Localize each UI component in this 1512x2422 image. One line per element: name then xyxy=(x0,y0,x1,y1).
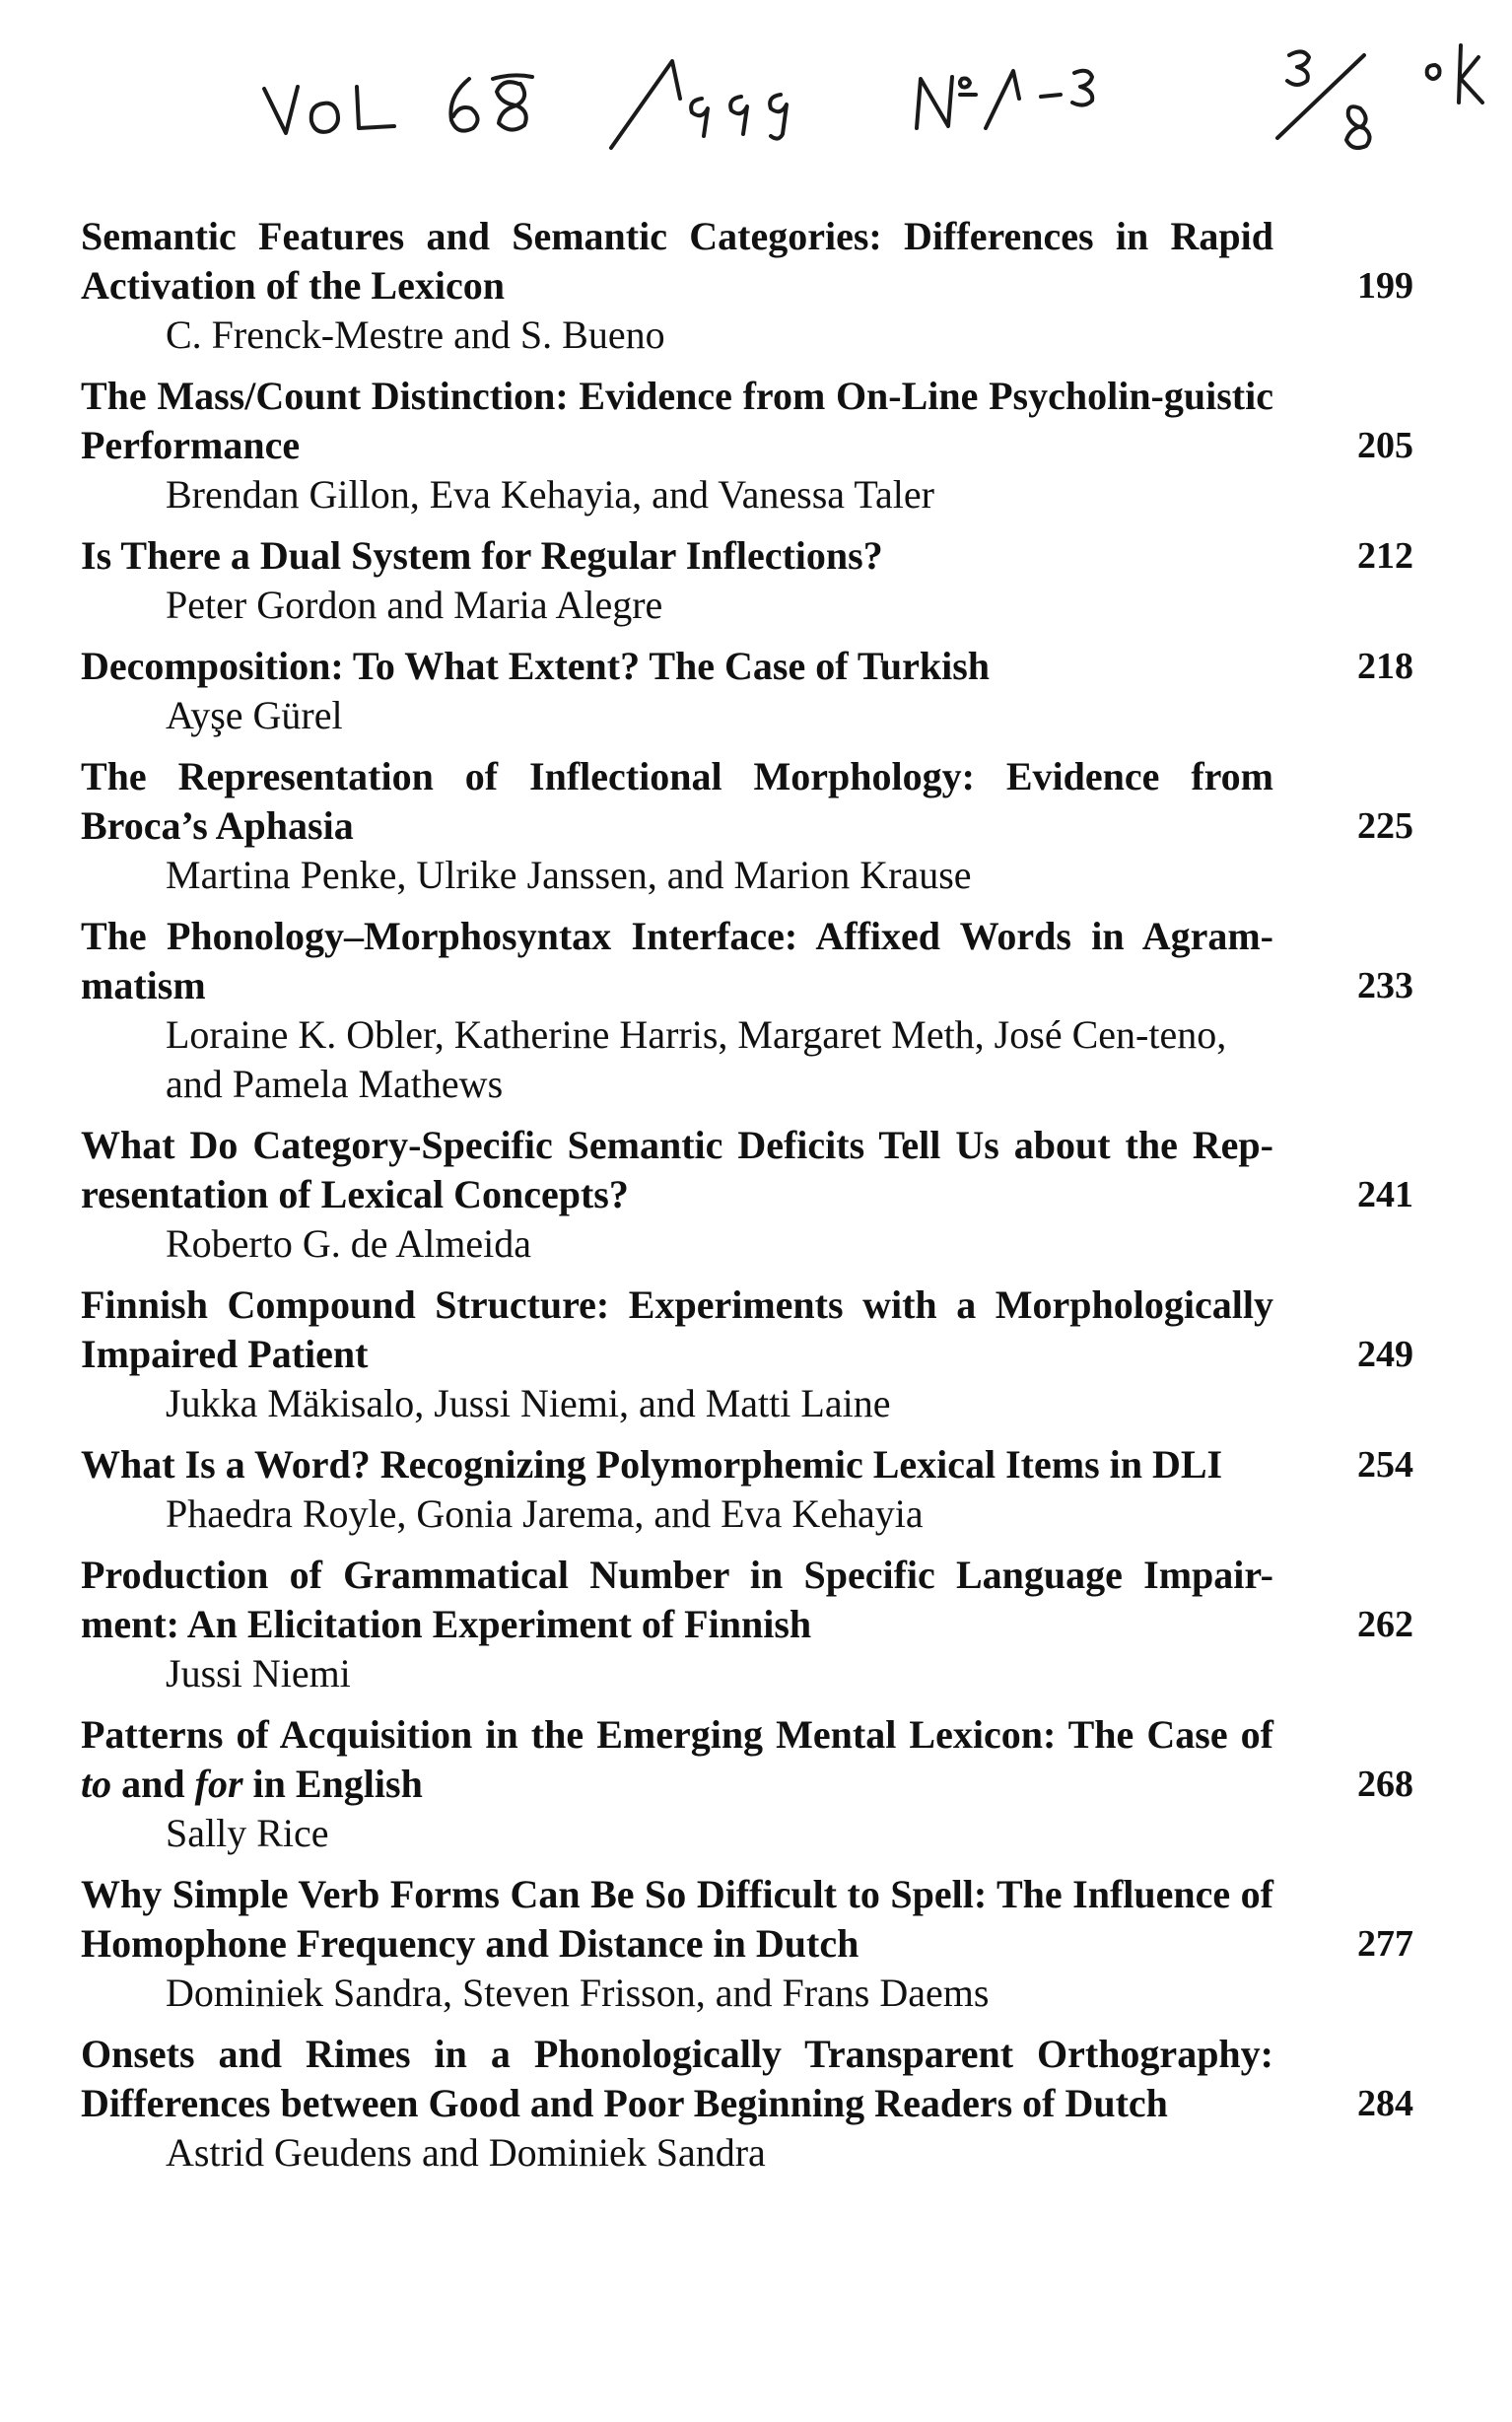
toc-entry xyxy=(81,1440,1441,1539)
page-number: 199 xyxy=(1357,265,1413,307)
page-number: 212 xyxy=(1357,535,1413,577)
page-number: 233 xyxy=(1357,965,1413,1006)
article-authors: Roberto G. de Almeida xyxy=(166,1221,532,1266)
toc-entry xyxy=(81,1710,1441,1858)
article-authors: Loraine K. Obler, Katherine Harris, Margaret Meth, José Cen-teno, and Pamela Mathews xyxy=(166,1012,1227,1106)
article-title: Finnish Compound Structure: Experiments with a Morphologically Impaired Patient xyxy=(81,1282,1273,1376)
toc-entry xyxy=(81,1280,1441,1428)
article-authors: Ayşe Gürel xyxy=(166,693,343,737)
toc-entry xyxy=(81,212,1441,360)
article-authors: C. Frenck-Mestre and S. Bueno xyxy=(166,312,665,357)
page-number: 225 xyxy=(1357,805,1413,847)
page-number: 284 xyxy=(1357,2083,1413,2124)
article-title: Production of Grammatical Number in Specific Language Impair-ment: An Elicitation Experiment of Finnish xyxy=(81,1553,1273,1646)
page-number: 268 xyxy=(1357,1764,1413,1805)
page-number: 205 xyxy=(1357,425,1413,466)
handwritten-annotation xyxy=(0,0,1512,207)
handwriting-strokes xyxy=(264,45,1482,148)
article-authors: Sally Rice xyxy=(166,1811,329,1855)
article-title: The Representation of Inflectional Morphology: Evidence from Broca’s Aphasia xyxy=(81,754,1273,848)
table-of-contents xyxy=(81,212,1441,2189)
article-authors: Jussi Niemi xyxy=(166,1651,351,1695)
article-authors: Astrid Geudens and Dominiek Sandra xyxy=(166,2130,766,2175)
article-title: Is There a Dual System for Regular Inflections? xyxy=(81,533,883,578)
toc-entry xyxy=(81,1551,1441,1698)
article-authors: Phaedra Royle, Gonia Jarema, and Eva Kehayia xyxy=(166,1491,924,1536)
article-authors: Brendan Gillon, Eva Kehayia, and Vanessa Taler xyxy=(166,472,934,517)
toc-entry xyxy=(81,1121,1441,1269)
article-title: Patterns of Acquisition in the Emerging Mental Lexicon: The Case of to and for in English xyxy=(81,1712,1273,1806)
toc-entry xyxy=(81,1870,1441,2018)
page-number: 249 xyxy=(1357,1334,1413,1375)
article-title: What Is a Word? Recognizing Polymorphemic Lexical Items in DLI xyxy=(81,1442,1223,1487)
article-authors: Jukka Mäkisalo, Jussi Niemi, and Matti Laine xyxy=(166,1381,891,1425)
page-number: 241 xyxy=(1357,1174,1413,1215)
page-number: 218 xyxy=(1357,646,1413,687)
article-title: What Do Category-Specific Semantic Deficits Tell Us about the Rep-resentation of Lexical Concepts? xyxy=(81,1123,1273,1216)
toc-entry xyxy=(81,912,1441,1109)
toc-entry xyxy=(81,642,1441,740)
toc-entry xyxy=(81,752,1441,900)
page-number: 277 xyxy=(1357,1923,1413,1965)
article-title: Why Simple Verb Forms Can Be So Difficult to Spell: The Influence of Homophone Frequency and Distance in Dutch xyxy=(81,1872,1273,1966)
article-title: Onsets and Rimes in a Phonologically Transparent Orthography: Differences between Good and Poor Beginning Readers of Dutch xyxy=(81,2032,1273,2125)
article-authors: Peter Gordon and Maria Alegre xyxy=(166,583,663,627)
article-title: Decomposition: To What Extent? The Case of Turkish xyxy=(81,644,991,688)
article-title: The Phonology–Morphosyntax Interface: Affixed Words in Agram-matism xyxy=(81,914,1273,1007)
article-title: Semantic Features and Semantic Categories: Differences in Rapid Activation of the Lexicon xyxy=(81,214,1273,308)
toc-entry xyxy=(81,372,1441,519)
article-authors: Martina Penke, Ulrike Janssen, and Marion Krause xyxy=(166,853,972,897)
article-authors: Dominiek Sandra, Steven Frisson, and Frans Daems xyxy=(166,1971,990,2015)
article-title: The Mass/Count Distinction: Evidence from On-Line Psycholin-guistic Performance xyxy=(81,374,1273,467)
toc-entry xyxy=(81,531,1441,630)
toc-entry xyxy=(81,2030,1441,2178)
page-number: 262 xyxy=(1357,1604,1413,1645)
page-number: 254 xyxy=(1357,1444,1413,1486)
